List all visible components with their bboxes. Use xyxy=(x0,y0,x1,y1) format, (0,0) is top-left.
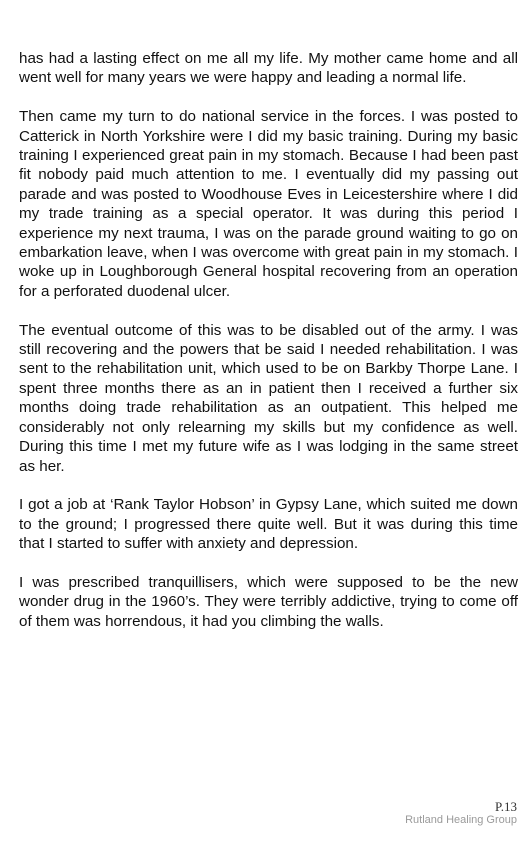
paragraph-2: Then came my turn to do national service in the forces. I was posted to Catterick in North Yorkshire were I did my basic training. During my basic training I experienced great pain in my stomach. Because I had been past fit nobody paid much attention to me. I eventually did my passing out parade and was posted to Woodhouse Eves in Leicestershire where I did my trade training as a special operator. It was during this period I experience my next trauma, I was on the parade ground waiting to go on embarkation leave, when I was overcome with great pain in my stomach. I woke up in Loughborough General hospital recovering from an operation for a perforated duodenal ulcer. xyxy=(19,108,518,300)
document-body xyxy=(19,49,518,651)
paragraph-1: has had a lasting effect on me all my life. My mother came home and all went well for many years we were happy and leading a normal life. xyxy=(19,50,518,87)
page-number: P.13 xyxy=(494,799,517,814)
paragraph-4: I got a job at ‘Rank Taylor Hobson’ in Gypsy Lane, which suited me down to the ground; I progressed there quite well. But it was during this time that I started to suffer with anxiety and depression. xyxy=(19,496,518,553)
paragraph-5: I was prescribed tranquillisers, which were supposed to be the new wonder drug in the 1960’s. They were terribly addictive, trying to come off of them was horrendous, it had you climbing the walls. xyxy=(19,573,518,630)
paragraph-3: The eventual outcome of this was to be disabled out of the army. I was still recovering and the powers that be said I needed rehabilitation. I was sent to the rehabilitation unit, which used to be on Barkby Thorpe Lane. I spent three months there as an in patient then I received a further six months doing trade rehabilitation as an outpatient. This helped me considerably not only relearning my skills but my confidence as well. During this time I met my future wife as I was lodging in the same street as her. xyxy=(19,321,518,475)
page-footer xyxy=(405,800,517,827)
organization-name: Rutland Healing Group xyxy=(405,814,517,826)
